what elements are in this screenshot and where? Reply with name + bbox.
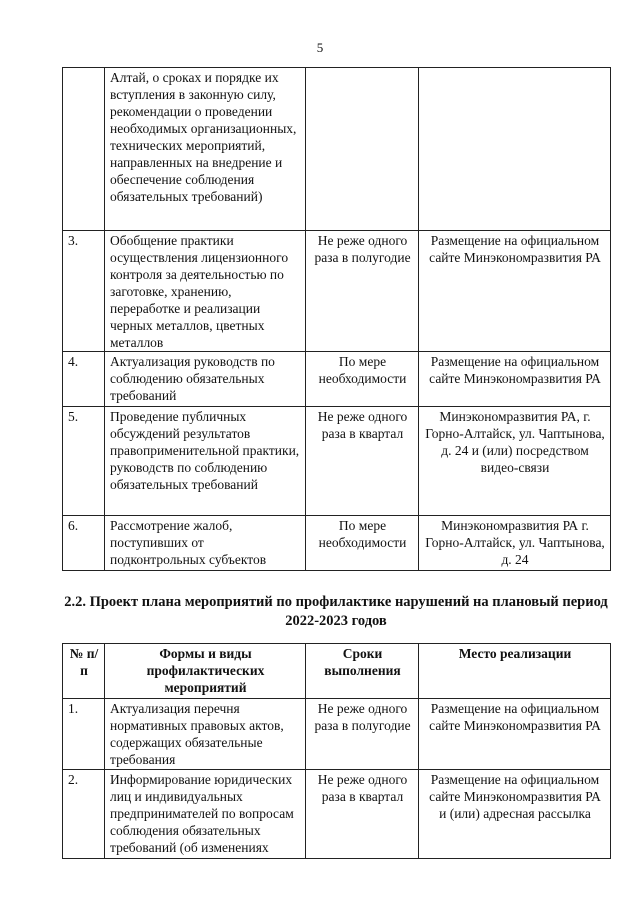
activity-term: По мере необходимости [306,516,419,571]
activity-place: Минэкономразвития РА, г. Горно-Алтайск, ул. Чаптынова, д. 24 и (или) посредством видео-связи [419,407,611,516]
activity-term [306,68,419,231]
table-row [63,352,611,407]
row-number [63,68,105,231]
activity-form: Актуализация перечня нормативных правовых актов, содержащих обязательные требования [105,699,306,770]
table-row [63,68,611,231]
plan-2022-2023-table [62,643,611,859]
activity-form: Проведение публичных обсуждений результатов правоприменительной практики, руководств по соблюдению обязательных требований [105,407,306,516]
row-number: 5. [63,407,105,516]
activity-form: Алтай, о сроках и порядке их вступления в законную силу, рекомендации о проведении необходимых организационных, технических мероприятий, направленных на внедрение и обеспечение соблюдения обязательных требований) [105,68,306,231]
activity-place: Размещение на официальном сайте Минэкономразвития РА и (или) адресная рассылка [419,770,611,859]
activity-term: Не реже одного раза в полугодие [306,699,419,770]
activity-form: Информирование юридических лиц и индивидуальных предпринимателей по вопросам соблюдения обязательных требований (об изменениях [105,770,306,859]
activity-form: Рассмотрение жалоб, поступивших от подконтрольных субъектов [105,516,306,571]
activity-term: Не реже одного раза в полугодие [306,231,419,352]
header-form: Формы и виды профилактических мероприятий [105,644,306,699]
header-term: Сроки выполнения [306,644,419,699]
table-row [63,770,611,859]
table-row [63,699,611,770]
row-number: 4. [63,352,105,407]
table-row [63,407,611,516]
activity-place: Размещение на официальном сайте Минэкономразвития РА [419,699,611,770]
table-header-row [63,644,611,699]
activity-term: Не реже одного раза в квартал [306,407,419,516]
activity-place: Размещение на официальном сайте Минэкономразвития РА [419,352,611,407]
activity-term: Не реже одного раза в квартал [306,770,419,859]
row-number: 3. [63,231,105,352]
activity-form: Обобщение практики осуществления лицензионного контроля за деятельностью по заготовке, хранению, переработке и реализации черных металлов, цветных металлов [105,231,306,352]
activity-place: Размещение на официальном сайте Минэкономразвития РА [419,231,611,352]
activities-table-continued [62,67,611,571]
row-number: 2. [63,770,105,859]
table-row [63,516,611,571]
page-number: 5 [316,40,324,55]
table-row [63,231,611,352]
activity-form: Актуализация руководств по соблюдению обязательных требований [105,352,306,407]
section-heading: 2.2. Проект плана мероприятий по профилактике нарушений на плановый период 2022-2023 годов [64,594,608,629]
row-number: 1. [63,699,105,770]
row-number: 6. [63,516,105,571]
header-place: Место реализации [419,644,611,699]
activity-term: По мере необходимости [306,352,419,407]
header-number: № п/п [63,644,105,699]
activity-place [419,68,611,231]
activity-place: Минэкономразвития РА г. Горно-Алтайск, ул. Чаптынова, д. 24 [419,516,611,571]
